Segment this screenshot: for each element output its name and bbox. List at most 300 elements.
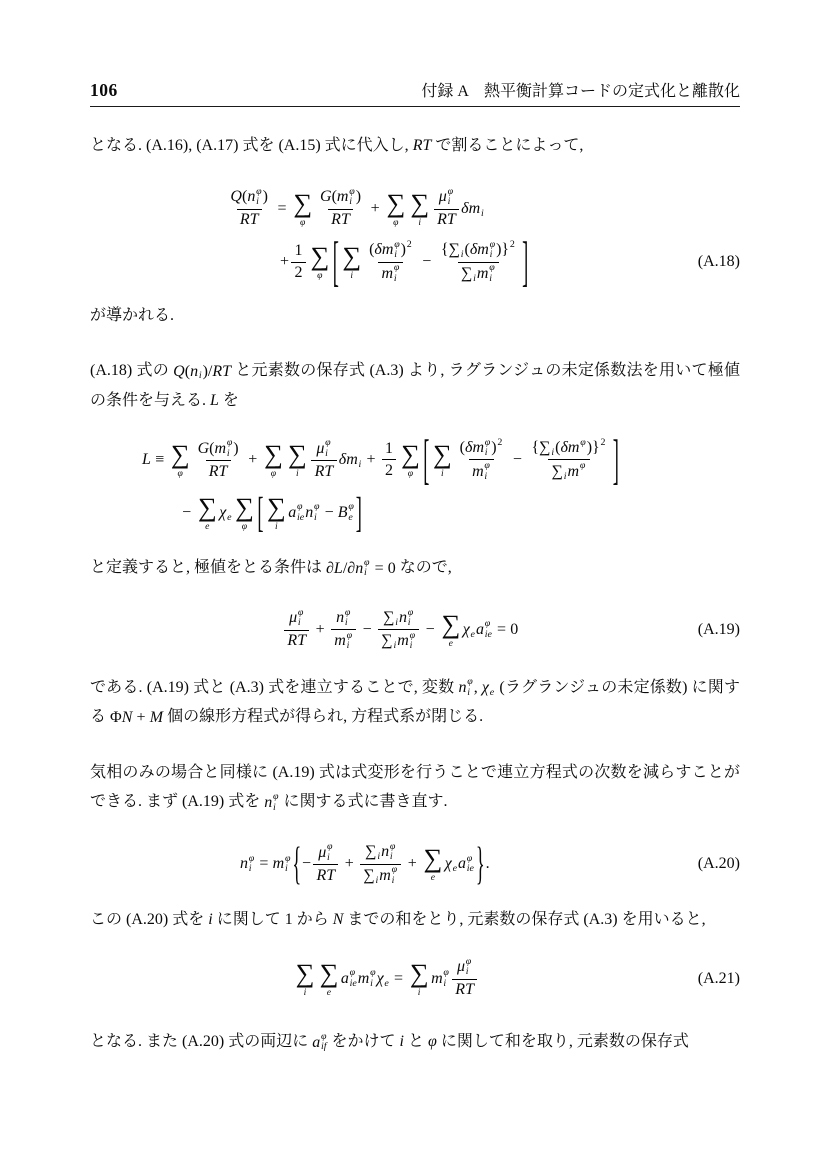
math-variable: μ	[456, 958, 466, 976]
math-variable: i	[473, 272, 476, 284]
text-run: より, ラグランジュの未定係数法を用いて極値の条件を与える.	[90, 362, 740, 409]
math-fraction	[331, 607, 356, 653]
math-variable: i	[389, 851, 393, 863]
paragraph	[90, 356, 740, 415]
math-number: 2	[600, 436, 606, 448]
math-scripts	[482, 673, 495, 702]
math-number: .	[485, 855, 490, 873]
math-variable: e	[384, 977, 389, 989]
math-scripts	[568, 461, 587, 482]
math-number: )	[202, 362, 208, 380]
math-number: (A.20)	[126, 911, 173, 929]
math-variable: φ	[248, 852, 255, 864]
math-variable: i	[391, 874, 395, 886]
math-variable: φ	[346, 629, 353, 641]
math-variable: i	[226, 447, 230, 459]
math-number: )	[233, 439, 239, 457]
math-variable: φ	[580, 436, 586, 448]
math-variable: φ	[325, 437, 331, 449]
math-variable: φ	[177, 468, 183, 480]
math-variable: L	[333, 559, 343, 577]
text-run: となる.	[90, 137, 147, 154]
math-variable: φ	[409, 629, 416, 641]
math-variable: δ	[469, 241, 478, 259]
math-delimited	[332, 231, 529, 292]
math-operator: =	[497, 620, 507, 638]
math-glyph: ∑	[460, 264, 473, 282]
math-sum-icon: ∑ i	[342, 241, 362, 282]
math-variable: δ	[465, 439, 473, 457]
math-operator: −	[422, 253, 432, 271]
math-variable: i	[409, 640, 413, 652]
math-number: (	[184, 362, 191, 380]
math-variable: RT	[437, 211, 456, 229]
math-variable: φ	[349, 967, 356, 979]
math-scripts	[469, 198, 485, 219]
paragraph	[90, 1027, 740, 1057]
math-row	[381, 631, 416, 652]
math-glyph: }	[501, 241, 510, 259]
math-scripts	[312, 1028, 327, 1057]
math-number: 2	[497, 436, 503, 448]
math-number: )	[355, 188, 362, 206]
math-variable: i	[350, 270, 354, 282]
math-variable: n	[240, 855, 248, 873]
math-variable: φ	[393, 262, 400, 274]
equation-line	[90, 491, 740, 535]
math-number: )	[586, 439, 593, 457]
math-glyph: }	[592, 439, 600, 457]
math-variable: RT	[239, 211, 259, 229]
math-sum-icon: ∑ e	[319, 957, 339, 998]
math-variable: i	[395, 616, 399, 628]
math-variable: a	[312, 1033, 321, 1051]
math-variable: i	[467, 686, 471, 698]
math-scripts	[397, 631, 416, 652]
math-delimited	[422, 429, 619, 490]
math-number: (A.15)	[278, 137, 325, 154]
math-variable: ie	[297, 511, 305, 523]
text-run: が導かれる.	[90, 306, 175, 324]
math-variable: i	[443, 977, 447, 989]
math-scripts	[399, 608, 414, 629]
math-scripts	[341, 968, 358, 989]
text-run: に関して	[212, 911, 285, 929]
equation-line	[90, 956, 740, 1001]
math-variable: i	[489, 272, 493, 284]
math-number: (	[464, 241, 470, 259]
display-equation	[90, 607, 740, 653]
math-scripts	[472, 438, 491, 459]
math-glyph: +	[280, 253, 290, 271]
math-variable: i	[273, 801, 276, 813]
math-variable: i	[370, 977, 373, 989]
math-row	[230, 187, 267, 208]
math-variable: M	[149, 709, 164, 727]
math-variable: L	[210, 391, 219, 409]
math-variable: i	[295, 468, 299, 480]
math-variable: φ	[484, 436, 491, 448]
math-number: (A.3)	[583, 911, 622, 929]
math-variable: ie	[466, 863, 474, 875]
math-scripts	[365, 842, 381, 863]
math-variable: i	[447, 196, 451, 208]
math-scripts	[219, 502, 232, 523]
math-variable: χ	[481, 679, 489, 697]
text-run: と	[404, 1033, 429, 1051]
math-row	[326, 554, 396, 583]
math-variable: n	[264, 794, 273, 812]
math-variable: m	[272, 855, 285, 873]
math-variable: φ	[393, 216, 399, 228]
text-run: なので,	[395, 558, 452, 576]
math-variable: n	[190, 362, 199, 380]
math-row	[142, 429, 620, 490]
math-variable: i	[325, 447, 328, 459]
math-variable: φ	[443, 967, 449, 979]
math-row	[461, 263, 496, 284]
open-delimiter: [	[257, 489, 264, 536]
math-variable: n	[399, 608, 407, 626]
math-scripts	[240, 854, 255, 875]
math-variable: m	[476, 264, 489, 282]
math-fraction	[456, 437, 506, 483]
math-variable: φ	[579, 460, 586, 472]
math-fraction	[284, 607, 309, 652]
math-variable: RT	[314, 462, 334, 480]
equation-line	[90, 186, 740, 231]
math-row	[460, 438, 497, 459]
math-scripts	[363, 865, 379, 886]
math-number: (A.3)	[369, 362, 408, 380]
math-scripts	[552, 461, 568, 482]
paragraph	[90, 301, 740, 330]
math-sum-icon: ∑ i	[409, 957, 429, 998]
math-variable: m	[357, 969, 370, 987]
math-variable: i	[465, 966, 469, 978]
math-number: /	[207, 362, 213, 380]
math-row	[198, 438, 239, 459]
math-variable: φ	[297, 606, 304, 618]
math-glyph: ∑	[539, 439, 551, 457]
math-variable: m	[431, 969, 443, 987]
equation-line	[90, 607, 740, 653]
math-variable: χ	[376, 969, 384, 987]
text-run: を用いると,	[621, 911, 706, 929]
math-variable: φ	[391, 864, 398, 876]
math-scripts	[264, 788, 279, 817]
math-variable: i	[418, 216, 422, 228]
math-glyph: −	[302, 855, 312, 873]
math-glyph: {	[440, 241, 449, 259]
equation-line	[90, 838, 740, 889]
math-operator: ≡	[155, 450, 165, 468]
math-scripts	[431, 968, 450, 989]
paragraph	[90, 673, 740, 733]
text-run: 個の線形方程式が得られ, 方程式系が閉じる.	[163, 708, 484, 726]
text-run: 式を連立することで, 変数	[268, 678, 459, 696]
math-glyph: ∑	[381, 632, 393, 650]
text-run: 気相のみの場合と同様に	[90, 764, 273, 782]
math-variable: φ	[226, 437, 233, 449]
math-sum-icon: ∑ i	[295, 957, 315, 998]
text-run: を	[218, 391, 239, 409]
math-scripts	[289, 608, 304, 629]
text-run: 式を	[228, 793, 265, 811]
text-run: から	[292, 911, 333, 929]
text-column	[90, 78, 740, 1057]
math-scripts	[381, 842, 396, 863]
math-glyph: ∑	[383, 608, 395, 626]
math-scripts	[214, 438, 233, 459]
math-variable: φ	[284, 852, 291, 864]
math-operator: −	[182, 503, 192, 521]
math-row	[282, 607, 518, 653]
math-variable: m	[336, 188, 349, 206]
paragraph	[90, 553, 740, 583]
open-delimiter: [	[332, 231, 339, 292]
math-variable: μ	[316, 439, 325, 457]
math-variable: m	[468, 199, 481, 217]
math-variable: Q	[230, 188, 242, 206]
math-variable: N	[121, 709, 133, 727]
math-scripts	[381, 263, 400, 284]
math-scripts	[439, 187, 454, 208]
text-run: に関する式に書き直す.	[279, 793, 448, 811]
math-variable: n	[381, 843, 390, 861]
math-number: (	[331, 188, 337, 206]
math-number: (A.19)	[146, 678, 194, 696]
math-fraction	[313, 842, 338, 887]
math-variable: φ	[270, 468, 276, 480]
math-variable: N	[332, 911, 344, 929]
math-variable: n	[355, 559, 364, 577]
math-variable: n	[336, 608, 345, 626]
math-variable: a	[288, 503, 297, 521]
math-number: 2	[294, 264, 303, 282]
math-sum-icon: ∑ φ	[235, 491, 254, 533]
header-title: 付録 A 熱平衡計算コードの定式化と離散化	[421, 83, 740, 100]
page-number: 106	[90, 80, 118, 100]
math-number: (A.18)	[90, 362, 137, 380]
math-variable: RT	[212, 362, 232, 380]
document-body	[90, 131, 740, 1057]
math-scripts	[379, 865, 398, 886]
math-variable: φ	[321, 1031, 327, 1043]
open-delimiter: [	[423, 429, 430, 490]
math-variable: a	[475, 620, 484, 638]
close-delimiter: ]	[612, 429, 619, 490]
math-scripts	[305, 502, 320, 523]
text-run: である.	[90, 678, 147, 696]
math-variable: χ	[444, 855, 452, 873]
math-variable: φ	[241, 521, 248, 533]
math-fraction	[434, 186, 459, 231]
math-variable: φ	[256, 185, 262, 197]
math-variable: i	[363, 567, 367, 579]
math-variable: m	[334, 632, 346, 650]
math-variable: i	[417, 986, 421, 998]
math-variable: i	[394, 249, 397, 261]
math-fraction	[194, 437, 241, 482]
text-run: と元素数の保存式	[231, 362, 370, 380]
math-variable: i	[349, 196, 352, 208]
math-sum-icon: ∑ e	[197, 491, 217, 533]
math-glyph: ∑	[551, 462, 563, 480]
math-glyph: ∑	[363, 866, 375, 884]
math-variable: e	[489, 686, 495, 698]
math-variable: φ	[370, 967, 376, 979]
math-variable: φ	[273, 791, 279, 803]
math-variable: i	[399, 1033, 404, 1051]
math-operator: −	[425, 620, 435, 638]
math-variable: φ	[484, 460, 490, 472]
math-variable: i	[284, 863, 288, 875]
math-variable: i	[440, 468, 444, 480]
math-variable: ie	[484, 628, 492, 640]
math-scripts	[190, 357, 203, 386]
math-variable: φ	[317, 270, 323, 282]
math-operator: +	[248, 450, 258, 468]
math-row	[320, 187, 361, 208]
math-fraction	[311, 437, 336, 482]
math-delimited	[291, 838, 485, 889]
equation-number: (A.19)	[697, 620, 740, 638]
math-sum-icon: ∑ φ	[310, 241, 330, 282]
math-scripts	[461, 263, 477, 284]
math-variable: RT	[455, 981, 474, 999]
math-scripts	[358, 968, 377, 989]
math-number: (	[241, 188, 248, 206]
math-operator: −	[512, 450, 522, 468]
open-delimiter: {	[292, 838, 302, 889]
math-scripts	[346, 450, 362, 471]
math-number: (	[369, 241, 375, 259]
math-variable: χ	[219, 503, 227, 521]
math-row	[225, 186, 485, 231]
math-sum-icon: ∑ φ	[170, 439, 190, 480]
equation-number: (A.18)	[697, 253, 740, 271]
equation-line	[90, 231, 740, 292]
math-scripts	[463, 619, 476, 640]
math-sum-icon: ∑ i	[266, 491, 286, 533]
math-variable: L	[142, 450, 151, 468]
math-glyph: {	[531, 439, 540, 457]
math-scripts	[460, 438, 504, 459]
equation-number: (A.20)	[697, 855, 740, 873]
math-variable: i	[375, 874, 379, 886]
math-number: (A.16), (A.17)	[146, 137, 243, 154]
math-row	[280, 231, 529, 292]
math-scripts	[288, 502, 305, 523]
math-variable: m	[381, 264, 394, 282]
math-variable: Q	[173, 362, 185, 380]
equation-number: (A.21)	[697, 969, 740, 987]
math-variable: i	[313, 511, 317, 523]
math-operator: +	[315, 620, 325, 638]
math-variable: n	[305, 503, 314, 521]
math-variable: RT	[287, 632, 307, 650]
math-operator: =	[393, 969, 403, 987]
math-variable: χ	[462, 620, 470, 638]
math-variable: m	[397, 632, 409, 650]
math-row	[110, 703, 163, 732]
math-variable: φ	[349, 185, 355, 197]
math-number: 1	[294, 241, 303, 259]
math-variable: δ	[338, 450, 347, 468]
math-sum-icon: ∑ e	[423, 843, 443, 884]
math-row	[178, 489, 363, 536]
math-scripts	[472, 461, 491, 482]
math-fraction	[317, 186, 364, 231]
math-variable: a	[340, 969, 349, 987]
math-sum-icon: ∑ φ	[386, 187, 406, 228]
math-variable: e	[430, 872, 435, 884]
math-fraction	[452, 956, 477, 1001]
math-variable: φ	[407, 468, 414, 480]
text-run: 式の	[136, 362, 174, 380]
math-variable: i	[208, 911, 213, 929]
math-variable: e	[227, 511, 232, 523]
math-row	[383, 608, 414, 629]
math-variable: e	[470, 628, 475, 640]
math-number: /	[342, 559, 348, 577]
math-variable: φ	[344, 606, 351, 618]
equation-line	[90, 429, 740, 490]
math-variable: φ	[327, 841, 333, 853]
math-variable: φ	[484, 618, 491, 630]
math-variable: φ	[428, 1033, 437, 1051]
math-operator: −	[324, 503, 334, 521]
math-number: )	[491, 439, 497, 457]
math-variable: e	[448, 637, 453, 649]
math-scripts	[337, 187, 356, 208]
math-scripts	[247, 187, 262, 208]
text-run: この	[90, 911, 127, 929]
math-row	[369, 240, 406, 261]
math-scripts	[458, 854, 475, 875]
math-operator: +	[407, 855, 417, 873]
math-number: ,	[473, 678, 482, 696]
math-variable: e	[452, 863, 458, 875]
math-row	[531, 438, 599, 459]
math-fraction	[382, 438, 396, 482]
math-operator: +	[136, 709, 146, 727]
math-sum-icon: ∑ e	[441, 608, 461, 649]
math-scripts	[381, 631, 397, 652]
math-fraction	[360, 841, 401, 887]
math-fraction	[227, 186, 271, 231]
math-sum-icon: ∑ i	[410, 187, 430, 228]
math-variable: e	[326, 986, 332, 998]
math-operator: +	[366, 450, 376, 468]
math-number: (A.3)	[229, 678, 269, 696]
math-scripts	[441, 240, 516, 261]
math-variable: φ	[467, 676, 473, 688]
math-variable: μ	[318, 843, 327, 861]
math-variable: i	[551, 447, 555, 459]
math-variable: RT	[412, 137, 432, 154]
display-equation	[90, 429, 740, 536]
math-variable: φ	[489, 262, 495, 274]
math-scripts	[336, 608, 351, 629]
math-number: (	[459, 439, 465, 457]
math-variable: δ	[374, 241, 382, 259]
math-operator: +	[370, 199, 380, 217]
math-number: 2	[406, 238, 412, 250]
math-scripts	[477, 263, 496, 284]
text-run: で割ることによって,	[431, 137, 584, 154]
